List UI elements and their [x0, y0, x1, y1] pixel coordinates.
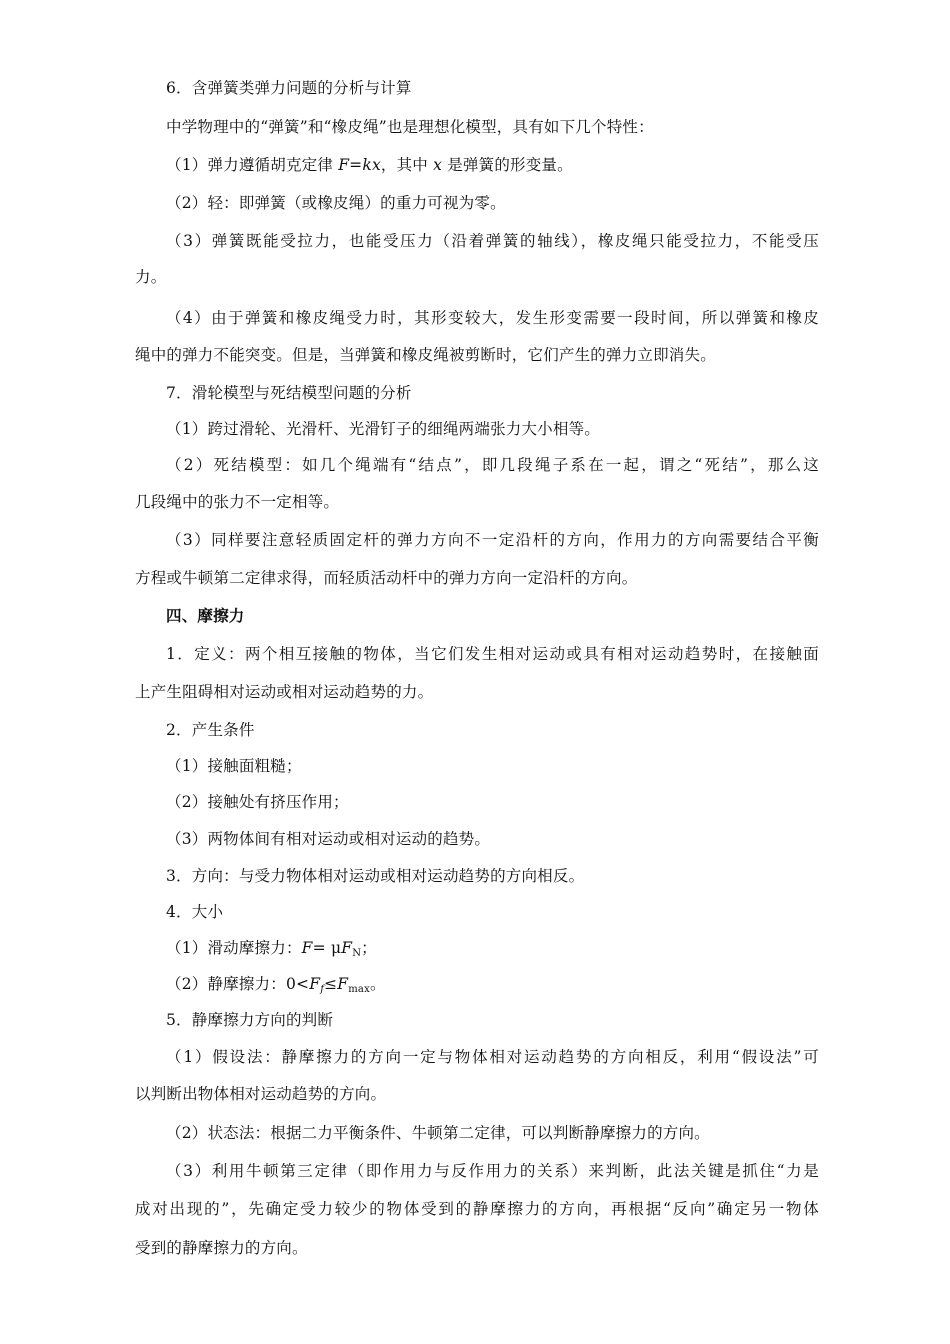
paragraph-line: [166, 231, 819, 251]
text: （2）接触处有挤压作用；: [166, 793, 349, 811]
text: （2）静摩擦力：0<: [166, 975, 310, 993]
text: 。: [369, 975, 386, 993]
formula-variable: F: [341, 939, 353, 957]
formula-variable: F: [301, 939, 313, 957]
paragraph-line: [166, 866, 584, 886]
text: ；: [361, 939, 377, 957]
text: 2．产生条件: [166, 721, 255, 739]
text: （2）死结模型：如几个绳端有“结点”，即几段绳子系在一起，谓之“死结”，那么这: [166, 456, 819, 474]
paragraph-line: [166, 829, 490, 849]
hooke-law-line: [166, 155, 573, 175]
paragraph-line: [166, 792, 349, 812]
paragraph-line: [135, 267, 166, 287]
paragraph-line: [166, 902, 223, 922]
paragraph-line: [166, 530, 819, 550]
paragraph-line: [135, 1199, 819, 1219]
paragraph-line: [166, 308, 819, 328]
text: （3）两物体间有相对运动或相对运动的趋势。: [166, 830, 491, 848]
paragraph-line: [166, 117, 654, 137]
text: 方程或牛顿第二定律求得，而轻质活动杆中的弹力方向一定沿杆的方向。: [135, 569, 638, 587]
paragraph-line: [166, 1010, 333, 1030]
text: （3）弹簧既能受拉力，也能受压力（沿着弹簧的轴线），橡皮绳只能受拉力，不能受压: [166, 232, 819, 250]
paragraph-line: [135, 1238, 308, 1258]
paragraph-line: [166, 756, 302, 776]
text: 绳中的弹力不能突变。但是，当弹簧和橡皮绳被剪断时，它们产生的弹力立即消失。: [135, 346, 716, 364]
text: （4）由于弹簧和橡皮绳受力时，其形变较大，发生形变需要一段时间，所以弹簧和橡皮: [166, 309, 819, 327]
sliding-friction-line: [166, 938, 377, 964]
text: 5．静摩擦力方向的判断: [166, 1011, 334, 1029]
paragraph-line: [135, 682, 433, 702]
text: （1）滑动摩擦力：: [166, 939, 302, 957]
text: 力。: [135, 268, 167, 286]
text: 1．定义：两个相互接触的物体，当它们发生相对运动或具有相对运动趋势时，在接触面: [166, 645, 819, 663]
paragraph-line: [135, 568, 637, 588]
text: （2）轻：即弹簧（或橡皮绳）的重力可视为零。: [166, 194, 506, 212]
formula-variable: F: [337, 975, 349, 993]
text: 以判断出物体相对运动趋势的方向。: [135, 1085, 387, 1103]
text: 3．方向：与受力物体相对运动或相对运动趋势的方向相反。: [166, 867, 585, 885]
text: 中学物理中的“弹簧”和“橡皮绳”也是理想化模型，具有如下几个特性：: [166, 118, 654, 136]
paragraph-line: [135, 1084, 386, 1104]
paragraph-line: [166, 1047, 819, 1067]
paragraph-line: [166, 193, 506, 213]
formula-variable: F: [338, 156, 350, 174]
paragraph-line: [166, 419, 600, 439]
text: （3）同样要注意轻质固定杆的弹力方向不一定沿杆的方向，作用力的方向需要结合平衡: [166, 531, 819, 549]
paragraph-line: [166, 644, 819, 664]
paragraph-line: [166, 455, 819, 475]
text: 四、摩擦力: [166, 606, 245, 625]
text: （1）跨过滑轮、光滑杆、光滑钉子的细绳两端张力大小相等。: [166, 420, 600, 438]
text: 受到的静摩擦力的方向。: [135, 1239, 308, 1257]
text: （1）假设法：静摩擦力的方向一定与物体相对运动趋势的方向相反，利用“假设法”可: [166, 1048, 819, 1066]
formula-subscript: max: [348, 984, 370, 995]
formula-subscript: f: [320, 984, 325, 995]
formula-operator: = μ: [312, 939, 342, 957]
formula-variable: kx: [362, 156, 381, 174]
text: 4．大小: [166, 903, 224, 921]
formula-subscript: N: [352, 948, 362, 959]
text: 6．含弹簧类弹力问题的分析与计算: [166, 79, 412, 97]
text: 上产生阻碍相对运动或相对运动趋势的力。: [135, 683, 434, 701]
paragraph-line: [135, 345, 716, 365]
paragraph-line: [166, 1161, 819, 1181]
text: （1）接触面粗糙；: [166, 757, 302, 775]
text: ，其中: [380, 156, 434, 174]
text: 几段绳中的张力不一定相等。: [135, 493, 340, 511]
text: 7．滑轮模型与死结模型问题的分析: [166, 384, 412, 402]
paragraph-line: [135, 492, 339, 512]
paragraph-line: [166, 1123, 710, 1143]
section-heading-pulley: [166, 383, 412, 403]
text: 是弹簧的形变量。: [442, 156, 573, 174]
text: （3）利用牛顿第三定律（即作用力与反作用力的关系）来判断，此法关键是抓住“力是: [166, 1162, 819, 1180]
formula-variable: F: [309, 975, 321, 993]
static-friction-line: [166, 974, 386, 1000]
formula-operator: =: [349, 156, 363, 174]
text: （1）弹力遵循胡克定律: [166, 156, 339, 174]
text: 成对出现的”，先确定受力较少的物体受到的静摩擦力的方向，再根据“反向”确定另一物体: [135, 1200, 819, 1218]
text: （2）状态法：根据二力平衡条件、牛顿第二定律，可以判断静摩擦力的方向。: [166, 1124, 710, 1142]
paragraph-line: [166, 720, 255, 740]
formula-operator: ≤: [324, 975, 338, 993]
section-heading-spring: [166, 78, 412, 98]
section-heading-friction: [166, 606, 245, 626]
formula-variable: x: [433, 156, 443, 174]
